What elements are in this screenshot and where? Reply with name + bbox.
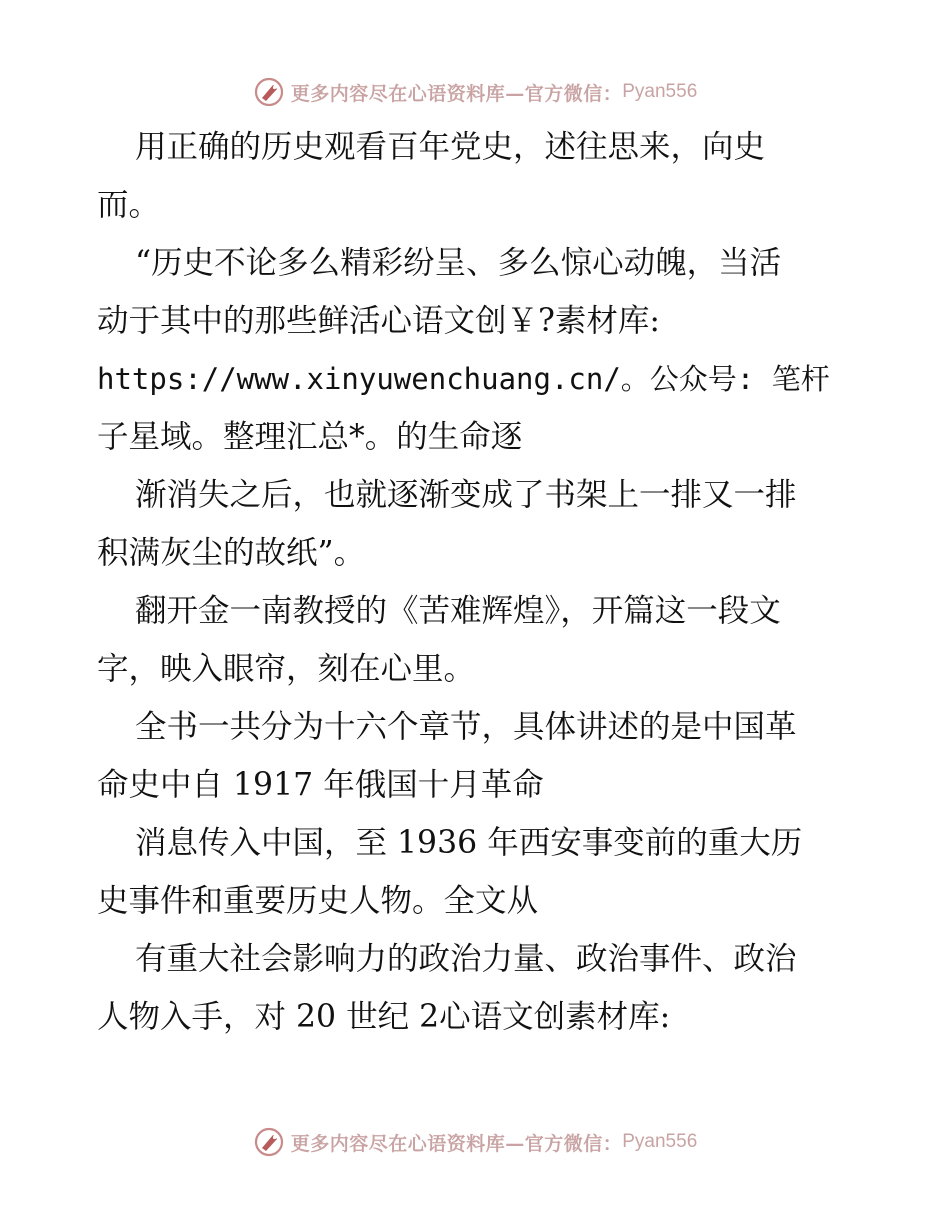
pen-nib-logo-icon <box>253 1126 285 1158</box>
body-line: 命史中自 1917 年俄国十月革命 <box>97 767 544 803</box>
document-body <box>97 118 857 1046</box>
header-banner <box>0 72 950 112</box>
body-line: 有重大社会影响力的政治力量、政治事件、政治 <box>135 941 797 977</box>
footer-banner <box>0 1122 950 1162</box>
body-line: 渐消失之后，也就逐渐变成了书架上一排又一排 <box>135 477 797 513</box>
body-line: 消息传入中国，至 1936 年西安事变前的重大历 <box>135 825 803 861</box>
body-line: 子星域。整理汇总*。的生命逐 <box>97 419 523 455</box>
body-line: 翻开金一南教授的《苦难辉煌》，开篇这一段文 <box>135 593 781 629</box>
footer-handle: Pyan556 <box>622 1131 698 1152</box>
body-line: 史事件和重要历史人物。全文从 <box>97 883 539 919</box>
header-brand-text: 更多内容尽在心语资料库—官方微信： <box>290 82 623 105</box>
pen-nib-logo-icon <box>253 76 285 108</box>
body-line: 而。 <box>97 187 161 223</box>
body-line: 人物入手，对 20 世纪 2心语文创素材库: <box>97 999 671 1035</box>
body-line: https://www.xinyuwenchuang.cn/。公众号: 笔杆 <box>97 362 830 396</box>
body-line: 用正确的历史观看百年党史，述往思来，向史 <box>135 129 766 165</box>
body-line: 动于其中的那些鲜活心语文创￥?素材库: <box>97 303 661 339</box>
body-line: “历史不论多么精彩纷呈、多么惊心动魄，当活 <box>135 245 782 281</box>
body-line: 积满灰尘的故纸”。 <box>97 535 366 571</box>
header-handle: Pyan556 <box>622 81 698 102</box>
body-line: 全书一共分为十六个章节，具体讲述的是中国革 <box>135 709 797 745</box>
footer-brand-text: 更多内容尽在心语资料库—官方微信： <box>290 1132 623 1155</box>
body-line: 字，映入眼帘，刻在心里。 <box>97 651 476 687</box>
